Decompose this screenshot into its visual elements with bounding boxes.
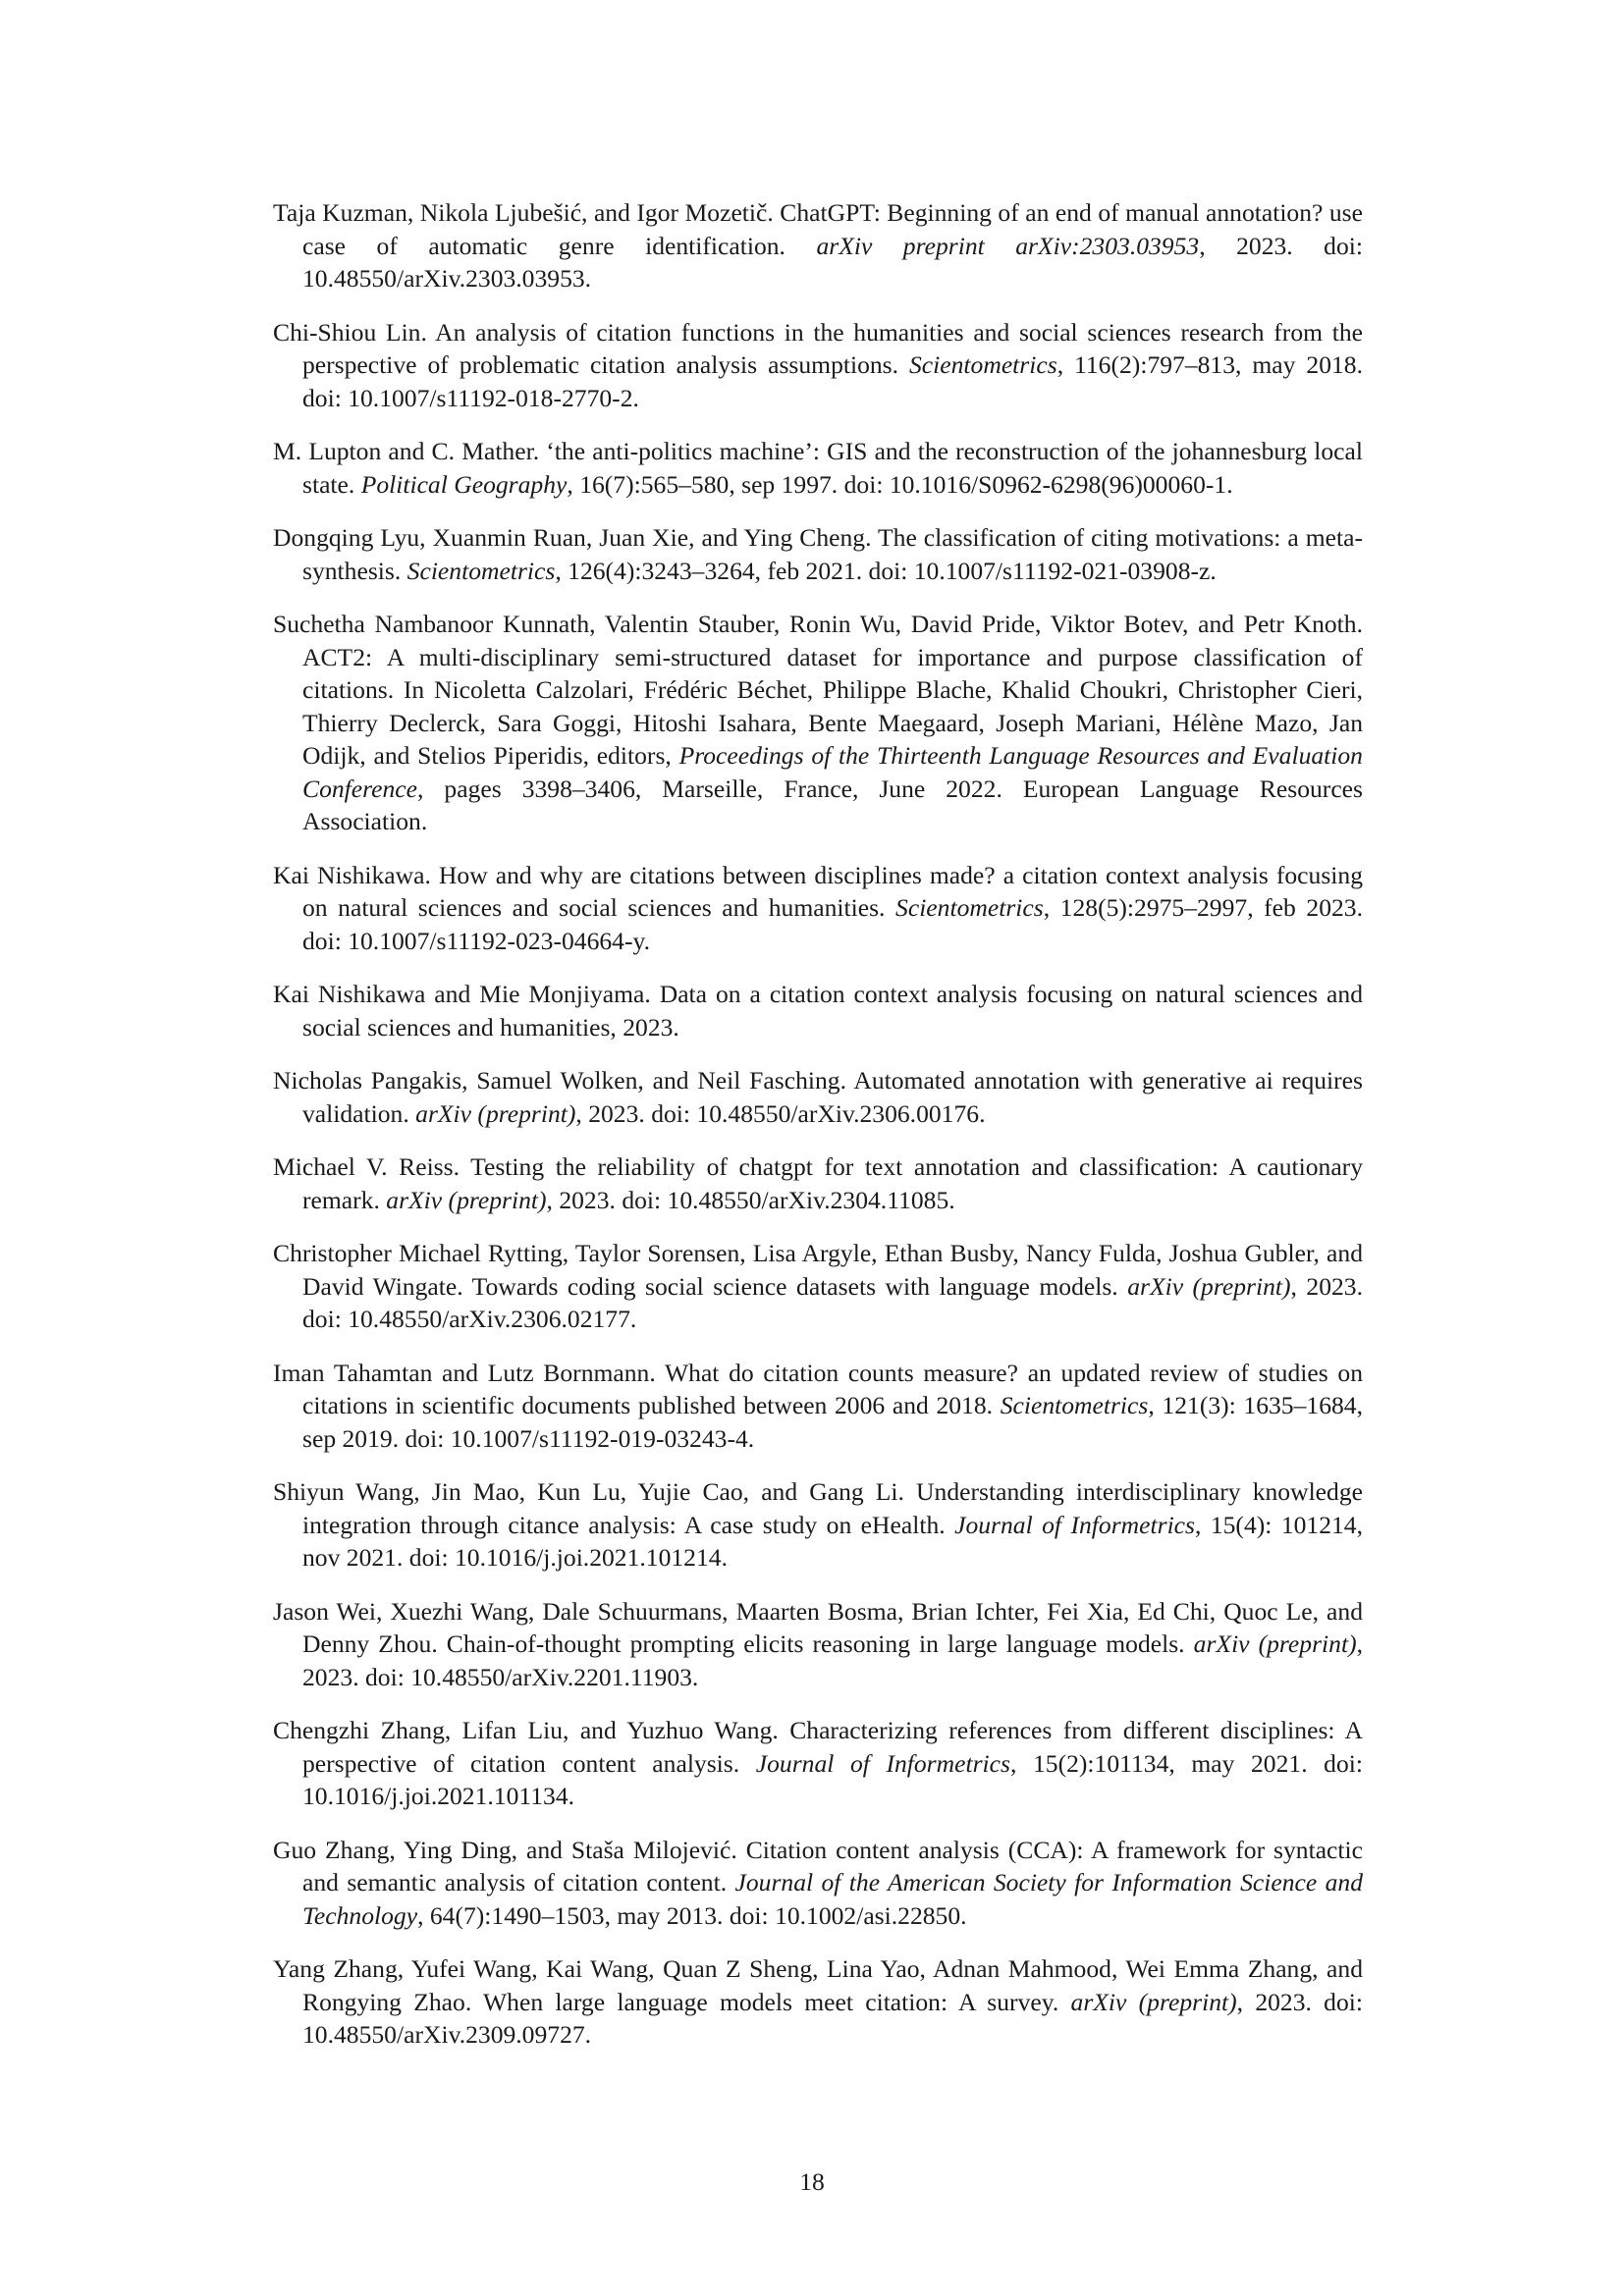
reference-text: Chi-Shiou Lin. An analysis of citation functions in the humanities and social sciences research from the perspective of problematic citation analysis assumptions. <box>273 317 1363 379</box>
reference-venue: Scientometrics <box>406 556 556 585</box>
reference-entry <box>273 1834 1363 1933</box>
reference-entry <box>273 608 1363 838</box>
reference-venue: arXiv (preprint) <box>1193 1629 1357 1658</box>
reference-venue: Scientometrics <box>909 350 1057 379</box>
reference-venue: Scientometrics <box>1000 1391 1149 1419</box>
reference-details: , 64(7):1490–1503, may 2013. doi: 10.1002/asi.22850. <box>417 1900 967 1930</box>
reference-venue: Journal of the American Society for Information Science and Technology <box>302 1868 1363 1930</box>
reference-entry <box>273 1595 1363 1694</box>
reference-entry <box>273 859 1363 958</box>
reference-venue: arXiv (preprint) <box>386 1185 547 1214</box>
reference-entry <box>273 521 1363 587</box>
reference-details: , 15(4): 101214, nov 2021. doi: 10.1016/j.joi.2021.101214. <box>302 1510 1363 1572</box>
reference-text: Yang Zhang, Yufei Wang, Kai Wang, Quan Z Sheng, Lina Yao, Adnan Mahmood, Wei Emma Zhang, and Rongying Zhao. When large language models meet citation: A survey. <box>273 1954 1363 2016</box>
reference-entry <box>273 1714 1363 1813</box>
reference-venue: arXiv (preprint) <box>1070 1987 1237 2016</box>
reference-text: Nicholas Pangakis, Samuel Wolken, and Neil Fasching. Automated annotation with generative ai requires validation. <box>273 1066 1363 1128</box>
reference-details: , 128(5):2975–2997, feb 2023. doi: 10.1007/s11192-023-04664-y. <box>302 893 1363 955</box>
reference-details: , 2023. doi: 10.48550/arXiv.2201.11903. <box>302 1629 1364 1691</box>
reference-entry <box>273 316 1363 415</box>
reference-entry <box>273 1064 1363 1130</box>
reference-text: Kai Nishikawa and Mie Monjiyama. Data on a citation context analysis focusing on natural sciences and social sciences and humanities, 2023. <box>273 980 1363 1041</box>
reference-text: M. Lupton and C. Mather. ‘the anti-politics machine’: GIS and the reconstruction of the johannesburg local state. <box>273 437 1363 499</box>
reference-entry <box>273 978 1363 1043</box>
reference-details: , 2023. doi: 10.48550/arXiv.2306.02177. <box>302 1271 1363 1333</box>
reference-details: , 126(4):3243–3264, feb 2021. doi: 10.1007/s11192-021-03908-z. <box>555 556 1217 585</box>
reference-details: , 2023. doi: 10.48550/arXiv.2309.09727. <box>302 1987 1363 2049</box>
reference-venue: Scientometrics <box>895 893 1044 922</box>
reference-entry <box>273 1150 1363 1216</box>
reference-details: , 121(3): 1635–1684, sep 2019. doi: 10.1007/s11192-019-03243-4. <box>302 1391 1363 1453</box>
reference-entry <box>273 435 1363 501</box>
reference-text: Shiyun Wang, Jin Mao, Kun Lu, Yujie Cao, and Gang Li. Understanding interdisciplinary knowledge integration through citance analysis: A case study on eHealth. <box>273 1477 1363 1539</box>
reference-text: Suchetha Nambanoor Kunnath, Valentin Stauber, Ronin Wu, David Pride, Viktor Botev, and Petr Knoth. ACT2: A multi-disciplinary semi-structured dataset for importance and purpose classification of citations. In Nicoletta Calzolari, Frédéric Béchet, Philippe Blache, Khalid Choukri, Christopher Cieri, Thierry Declerck, Sara Goggi, Hitoshi Isahara, Bente Maegaard, Joseph Mariani, Hélène Mazo, Jan Odijk, and Stelios Piperidis, editors, <box>273 610 1363 770</box>
reference-venue: Political Geography <box>360 469 568 499</box>
reference-details: , pages 3398–3406, Marseille, France, June 2022. European Language Resources Association. <box>302 774 1363 835</box>
reference-text: Kai Nishikawa. How and why are citations between disciplines made? a citation context analysis focusing on natural sciences and social sciences and humanities. <box>273 860 1363 922</box>
reference-details: , 2023. doi: 10.48550/arXiv.2304.11085. <box>546 1185 955 1214</box>
reference-text: Guo Zhang, Ying Ding, and Staša Milojević. Citation content analysis (CCA): A framework for syntactic and semantic analysis of citation content. <box>273 1835 1363 1896</box>
reference-venue: arXiv preprint arXiv:2303.03953 <box>816 231 1200 260</box>
reference-entry <box>273 1475 1363 1575</box>
reference-venue: Journal of Informetrics <box>954 1510 1196 1539</box>
reference-entry <box>273 1237 1363 1336</box>
reference-text: Dongqing Lyu, Xuanmin Ruan, Juan Xie, and Ying Cheng. The classification of citing motivations: a meta-synthesis. <box>273 523 1363 585</box>
reference-text: Christopher Michael Rytting, Taylor Sorensen, Lisa Argyle, Ethan Busby, Nancy Fulda, Joshua Gubler, and David Wingate. Towards coding social science datasets with language models. <box>273 1239 1363 1301</box>
reference-details: , 2023. doi: 10.48550/arXiv.2306.00176. <box>575 1098 986 1128</box>
reference-details: , 16(7):565–580, sep 1997. doi: 10.1016/S0962-6298(96)00060-1. <box>567 469 1233 499</box>
reference-text: Jason Wei, Xuezhi Wang, Dale Schuurmans, Maarten Bosma, Brian Ichter, Fei Xia, Ed Chi, Quoc Le, and Denny Zhou. Chain-of-thought prompting elicits reasoning in large language models. <box>273 1596 1363 1658</box>
reference-entry <box>273 196 1363 295</box>
reference-entry <box>273 1952 1363 2052</box>
reference-details: , 116(2):797–813, may 2018. doi: 10.1007/s11192-018-2770-2. <box>302 350 1363 412</box>
reference-details: , 2023. doi: 10.48550/arXiv.2303.03953. <box>302 231 1363 293</box>
reference-text: Taja Kuzman, Nikola Ljubešić, and Igor Mozetič. ChatGPT: Beginning of an end of manual annotation? use case of automatic genre identification. <box>273 198 1363 260</box>
reference-text: Iman Tahamtan and Lutz Bornmann. What do citation counts measure? an updated review of studies on citations in scientific documents published between 2006 and 2018. <box>273 1358 1363 1419</box>
reference-details: , 15(2):101134, may 2021. doi: 10.1016/j.joi.2021.101134. <box>302 1748 1363 1810</box>
reference-venue: arXiv (preprint) <box>1127 1271 1291 1301</box>
reference-venue: Proceedings of the Thirteenth Language Resources and Evaluation Conference <box>302 741 1363 803</box>
reference-venue: Journal of Informetrics <box>755 1748 1010 1778</box>
reference-list <box>273 196 1363 2072</box>
page-number: 18 <box>799 2167 825 2196</box>
reference-text: Michael V. Reiss. Testing the reliability of chatgpt for text annotation and classification: A cautionary remark. <box>273 1152 1363 1214</box>
reference-venue: arXiv (preprint) <box>415 1098 576 1128</box>
reference-entry <box>273 1357 1363 1456</box>
reference-text: Chengzhi Zhang, Lifan Liu, and Yuzhuo Wang. Characterizing references from different disciplines: A perspective of citation content analysis. <box>273 1716 1363 1778</box>
